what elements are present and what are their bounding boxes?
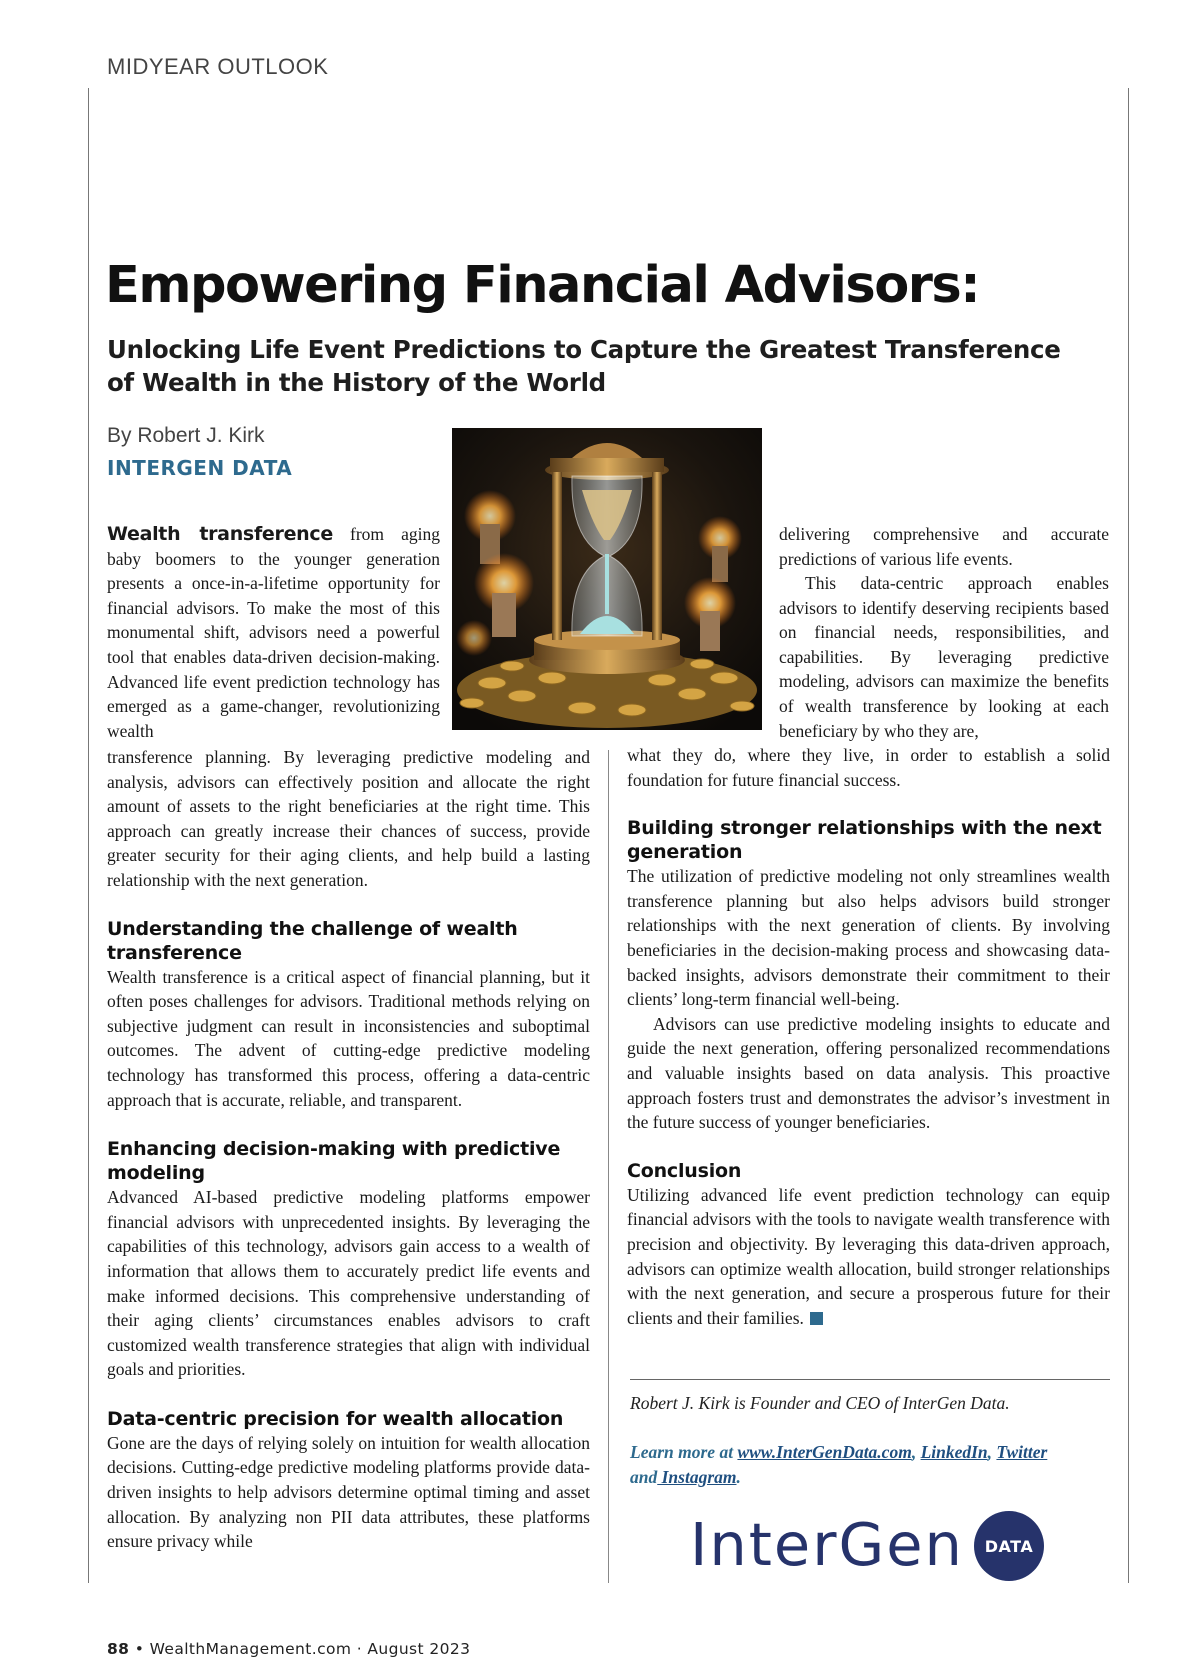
right-column-top-2 [779, 571, 1109, 743]
bio-divider [630, 1379, 1110, 1380]
learn-more-sep: , [911, 1442, 921, 1462]
intro-paragraph-a [107, 522, 440, 743]
section-paragraph-data-centric-c-bottom: what they do, where they live, in order to establish a solid foundation for future financial success. [627, 745, 1110, 790]
section-paragraph-data-centric-a: Gone are the days of relying solely on intuition for wealth allocation decisions. Cutting-edge predictive modeling platforms provide data-driven insights to help advisors determine optimal timing and asset allocation. By analyzing non PII data attributes, these platforms ensure privacy while [107, 1432, 590, 1552]
section-paragraph-conclusion [627, 1183, 1110, 1331]
page-number: 88 [107, 1640, 130, 1658]
learn-more-prefix: Learn more at [630, 1442, 738, 1462]
section-paragraph-building-b: Advisors can use predictive modeling insights to educate and guide the next generation, offering personalized recommendations and valuable insights based on data analysis. This proactive approach fosters trust and demonstrates the advisor’s investment in the future success of younger beneficiaries. [627, 1013, 1110, 1133]
section-heading-data-centric: Data-centric precision for wealth allocation [107, 1407, 564, 1430]
page-footer [107, 1640, 470, 1658]
twitter-link[interactable]: Twitter [996, 1442, 1048, 1462]
section-paragraph-data-centric-c-top: This data-centric approach enables advisors to identify deserving recipients based on financial needs, responsibilities, and capabilities. By leveraging predictive modeling, advisors can maximize the benefits of wealth transference by looking at each beneficiary by who they are, [779, 573, 1109, 741]
linkedin-link[interactable]: LinkedIn [920, 1442, 988, 1462]
right-column-top [779, 522, 1109, 571]
byline: By Robert J. Kirk [107, 424, 265, 447]
right-column [627, 743, 1110, 1330]
author-bio: Robert J. Kirk is Founder and CEO of InterGen Data. [630, 1393, 1010, 1413]
section-paragraph-building-a: The utilization of predictive modeling not only streamlines wealth transference planning but also helps advisors build stronger relationships with the next generation of clients. By involving beneficiaries in the decision-making process and showcasing data-backed insights, advisors demonstrate their commitment to their clients’ long-term financial well-being. [627, 866, 1110, 1010]
section-paragraph-data-centric-b: delivering comprehensive and accurate predictions of various life events. [779, 524, 1109, 569]
conclusion-text: Utilizing advanced life event prediction technology can equip financial advisors with the tools to navigate wealth transference with precision and objectivity. By leveraging this data-driven approach, advisors can optimize wealth allocation, build stronger relationships with the next generation, and secure a prosperous future for their clients and their families. [627, 1184, 1110, 1328]
learn-more-sep: , [987, 1442, 997, 1462]
section-paragraph-understanding: Wealth transference is a critical aspect of financial planning, but it often poses challenges for advisors. Traditional methods relying on subjective judgment can result in inconsistencies and suboptimal outcomes. The advent of cutting-edge predictive modeling technology has transformed this process, offering a data-centric approach that is accurate, reliable, and transparent. [107, 966, 590, 1110]
learn-more [630, 1440, 1110, 1490]
section-tag: MIDYEAR OUTLOOK [107, 54, 329, 79]
article-title: Empowering Financial Advisors: [105, 256, 980, 315]
article-subtitle: Unlocking Life Event Predictions to Capture the Greatest Transference of Wealth in the History of the World [107, 335, 1061, 397]
intro-lead: Wealth transference [107, 523, 333, 545]
section-paragraph-enhancing: Advanced AI-based predictive modeling platforms empower financial advisors with unprecedented insights. By leveraging the capabilities of this technology, advisors gain access to a wealth of information that allows them to accurately predict life events and make informed decisions. This comprehensive understanding of their aging clients’ circumstances enables advisors to craft customized wealth transference strategies that align with individual goals and priorities. [107, 1187, 590, 1380]
logo-wordmark: InterGen [690, 1510, 964, 1579]
section-heading-building: Building stronger relationships with the next generation [627, 817, 1102, 864]
section-heading-enhancing: Enhancing decision-making with predictive modeling [107, 1138, 561, 1185]
learn-more-period: . [736, 1467, 741, 1487]
learn-more-and: and [630, 1467, 658, 1487]
logo-badge: DATA [974, 1511, 1044, 1581]
hourglass-photo [452, 428, 762, 730]
instagram-link[interactable]: Instagram [657, 1467, 737, 1487]
left-column [107, 745, 590, 1554]
hourglass-illustration [452, 428, 762, 730]
intro-paragraph-b: transference planning. By leveraging predictive modeling and analysis, advisors can effectively position and allocate the right amount of assets to the right beneficiaries at the right time. This approach can greatly increase their chances of success, provide greater security for their aging clients, and help build a lasting relationship with the next generation. [107, 747, 590, 890]
publication-info: WealthManagement.com · August 2023 [149, 1640, 471, 1658]
right-column-rule [1128, 88, 1129, 1583]
intro-text: from aging baby boomers to the younger generation presents a once-in-a-lifetime opportunity for financial advisors. To make the most of this monumental shift, advisors need a powerful tool that enables data-driven decision-making. Advanced life event prediction technology has emerged as a game-changer, revolutionizing wealth [107, 524, 441, 741]
company-name: INTERGEN DATA [107, 456, 293, 480]
footer-separator: • [129, 1640, 150, 1658]
center-column-rule [608, 750, 609, 1583]
left-column-rule [88, 88, 89, 1583]
intergen-logo [690, 1505, 1050, 1585]
section-heading-conclusion: Conclusion [627, 1159, 742, 1182]
website-link[interactable]: www.InterGenData.com [737, 1442, 912, 1462]
end-mark-icon [810, 1312, 823, 1325]
left-column-top [107, 522, 440, 743]
section-heading-understanding: Understanding the challenge of wealth transference [107, 917, 518, 964]
